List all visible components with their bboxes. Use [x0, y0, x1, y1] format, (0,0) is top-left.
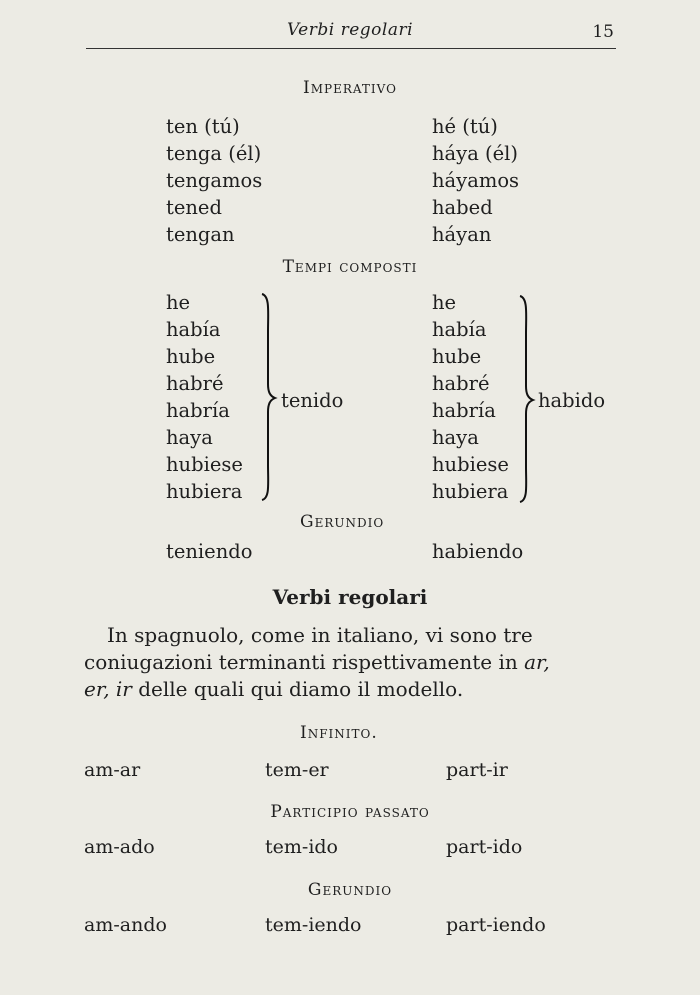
imperativo-heading: Imperativo: [303, 78, 397, 98]
list-item: háyan: [432, 223, 492, 246]
right-brace-icon: [516, 294, 536, 504]
list-item: hube: [166, 345, 216, 368]
paragraph-line-3: [84, 676, 463, 703]
gerundio-part: part-iendo: [446, 914, 546, 936]
section-title: Verbi regolari: [272, 585, 428, 609]
header-rule: [86, 48, 616, 49]
paragraph-line-1: In spagnuolo, come in italiano, vi sono tre: [107, 623, 533, 647]
paragraph-text: delle quali qui diamo il modello.: [131, 677, 464, 701]
list-item: hube: [432, 345, 482, 368]
infinito-heading: Infinito.: [300, 723, 378, 743]
list-item: haya: [166, 426, 213, 449]
list-item: he: [432, 291, 457, 314]
list-item: hubiese: [166, 453, 243, 476]
page-number: 15: [592, 22, 614, 42]
list-item: hubiera: [166, 480, 243, 503]
infinito-tem: tem-er: [265, 759, 329, 781]
gerundio-tem: tem-iendo: [265, 914, 362, 936]
gerundio-heading: Gerundio: [307, 880, 393, 900]
tempi-composti-heading: Tempi composti: [282, 257, 418, 277]
list-item: tengamos: [166, 169, 263, 192]
gerundio-am: am-ando: [84, 914, 167, 936]
participio-part: part-ido: [446, 836, 523, 858]
list-item: había: [166, 318, 221, 341]
list-item: haya: [432, 426, 479, 449]
haber-participle: habido: [538, 389, 606, 412]
running-header-title: Verbi regolari: [286, 20, 414, 40]
gerundio-heading: Gerundio: [300, 512, 385, 532]
list-item: ten (tú): [166, 115, 240, 138]
list-item: tened: [166, 196, 222, 219]
gerundio-tener: teniendo: [166, 540, 253, 563]
endings-er-ir: er, ir: [84, 677, 132, 701]
list-item: habré: [432, 372, 490, 395]
imperativo-tener-list: [166, 113, 262, 248]
tempi-haber-aux-list: [432, 289, 509, 505]
list-item: he: [166, 291, 191, 314]
paragraph-line-2: [84, 649, 550, 676]
participio-heading: Participio passato: [270, 802, 430, 822]
tener-participle: tenido: [281, 389, 344, 412]
list-item: hubiese: [432, 453, 509, 476]
list-item: hubiera: [432, 480, 509, 503]
paragraph-text: coniugazioni terminanti rispettivamente in: [84, 650, 525, 674]
right-brace-icon: [258, 292, 278, 502]
list-item: tenga (él): [166, 142, 262, 165]
gerundio-haber: habiendo: [432, 540, 524, 563]
list-item: habed: [432, 196, 493, 219]
list-item: habré: [166, 372, 224, 395]
infinito-part: part-ir: [446, 759, 508, 781]
list-item: hé (tú): [432, 115, 498, 138]
list-item: háya (él): [432, 142, 519, 165]
infinito-am: am-ar: [84, 759, 141, 781]
list-item: tengan: [166, 223, 235, 246]
ending-ar: ar,: [524, 650, 550, 674]
list-item: habría: [432, 399, 496, 422]
list-item: había: [432, 318, 487, 341]
list-item: háyamos: [432, 169, 520, 192]
tempi-tener-aux-list: [166, 289, 243, 505]
imperativo-haber-list: [432, 113, 519, 248]
participio-tem: tem-ido: [265, 836, 338, 858]
participio-am: am-ado: [84, 836, 155, 858]
list-item: habría: [166, 399, 230, 422]
